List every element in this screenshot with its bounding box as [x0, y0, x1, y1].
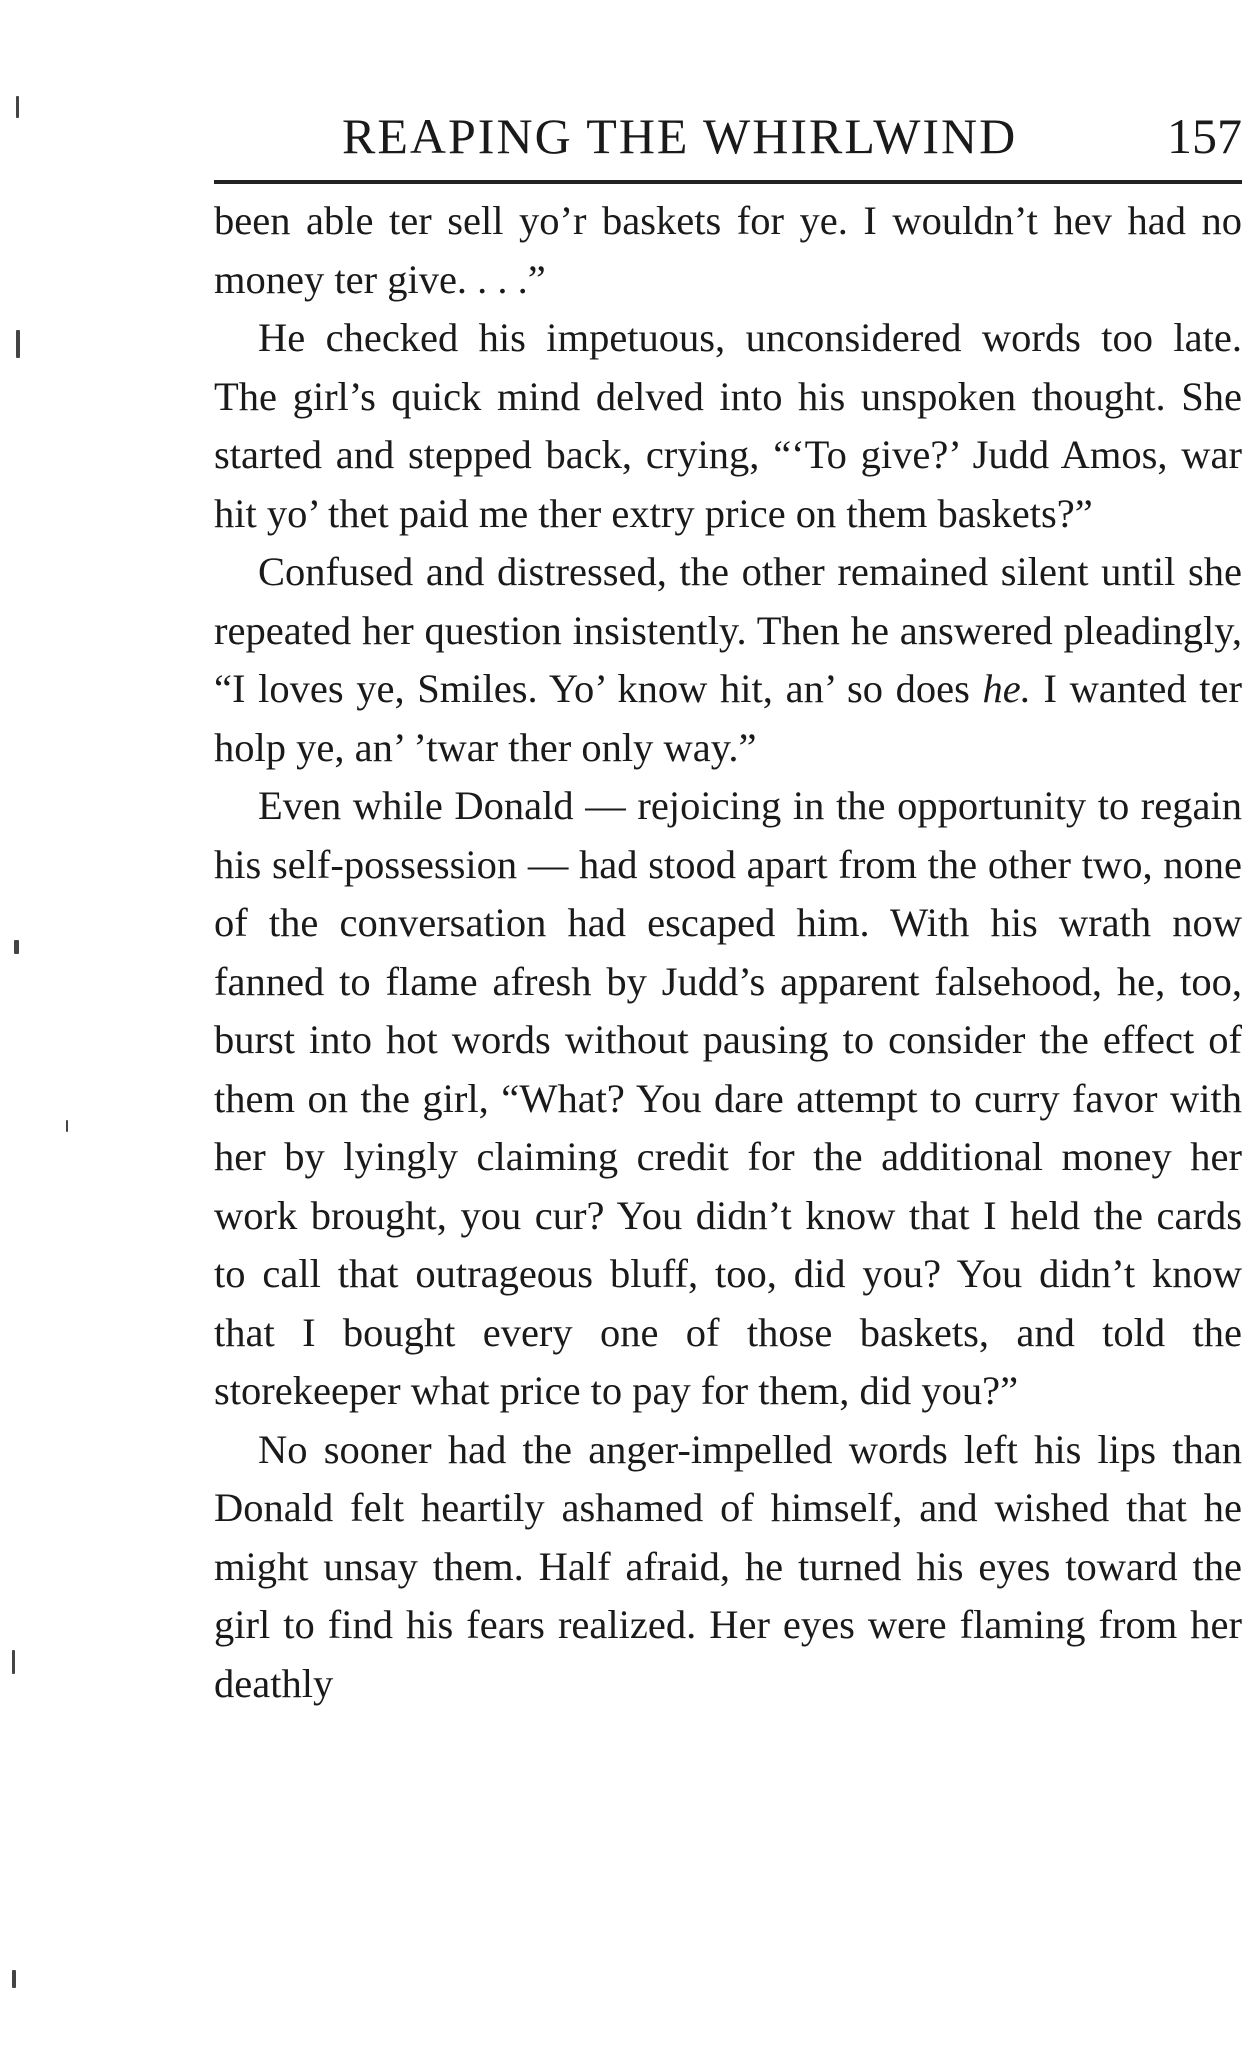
scan-speck	[12, 1650, 15, 1674]
paragraph-1: been able ter sell yo’r baskets for ye. I wouldn’t hev had no money ter give. . . .”	[214, 198, 1242, 302]
scan-speck	[14, 940, 19, 954]
body-text	[214, 192, 1242, 1713]
scan-speck	[16, 330, 20, 358]
paragraph-3	[214, 543, 1242, 777]
paragraph-3-emphasis: he.	[982, 666, 1031, 711]
scan-speck	[16, 96, 19, 118]
paragraph-4: Even while Donald — rejoicing in the opportunity to regain his self-possession — had stood apart from the other two, none of the conversation had escaped him. With his wrath now fanned to flame afresh by Judd’s apparent falsehood, he, too, burst into hot words without pausing to consider the effect of them on the girl, “What? You dare attempt to curry favor with her by lyingly claiming credit for the additional money her work brought, you cur? You didn’t know that I held the cards to call that outrageous bluff, too, did you? You didn’t know that I bought every one of those baskets, and told the storekeeper what price to pay for them, did you?”	[214, 783, 1242, 1413]
page-number: 157	[1167, 108, 1242, 164]
scan-speck	[12, 1970, 16, 1988]
paragraph-2: He checked his impetuous, unconsidered words too late. The girl’s quick mind delved into his unspoken thought. She started and stepped back, crying, “‘To give?’ Judd Amos, war hit yo’ thet paid me ther extry price on them baskets?”	[214, 315, 1242, 536]
paragraph-5: No sooner had the anger-impelled words left his lips than Donald felt heartily ashamed of himself, and wished that he might unsay them. Half afraid, he turned his eyes toward the girl to find his fears realized. Her eyes were flaming from her deathly	[214, 1426, 1242, 1706]
header-rule	[214, 180, 1242, 184]
page-header	[342, 104, 1242, 168]
paragraph-3-text-after: I wanted ter holp ye, an’ ’twar ther only way.”	[214, 666, 1242, 770]
paragraph-3-text-before: Confused and distressed, the other remained silent until she repeated her question insistently. Then he answered pleadingly, “I loves ye, Smiles. Yo’ know hit, an’ so does	[214, 549, 1242, 711]
scan-speck	[66, 1120, 68, 1132]
running-title: REAPING THE WHIRLWIND	[342, 108, 1018, 164]
